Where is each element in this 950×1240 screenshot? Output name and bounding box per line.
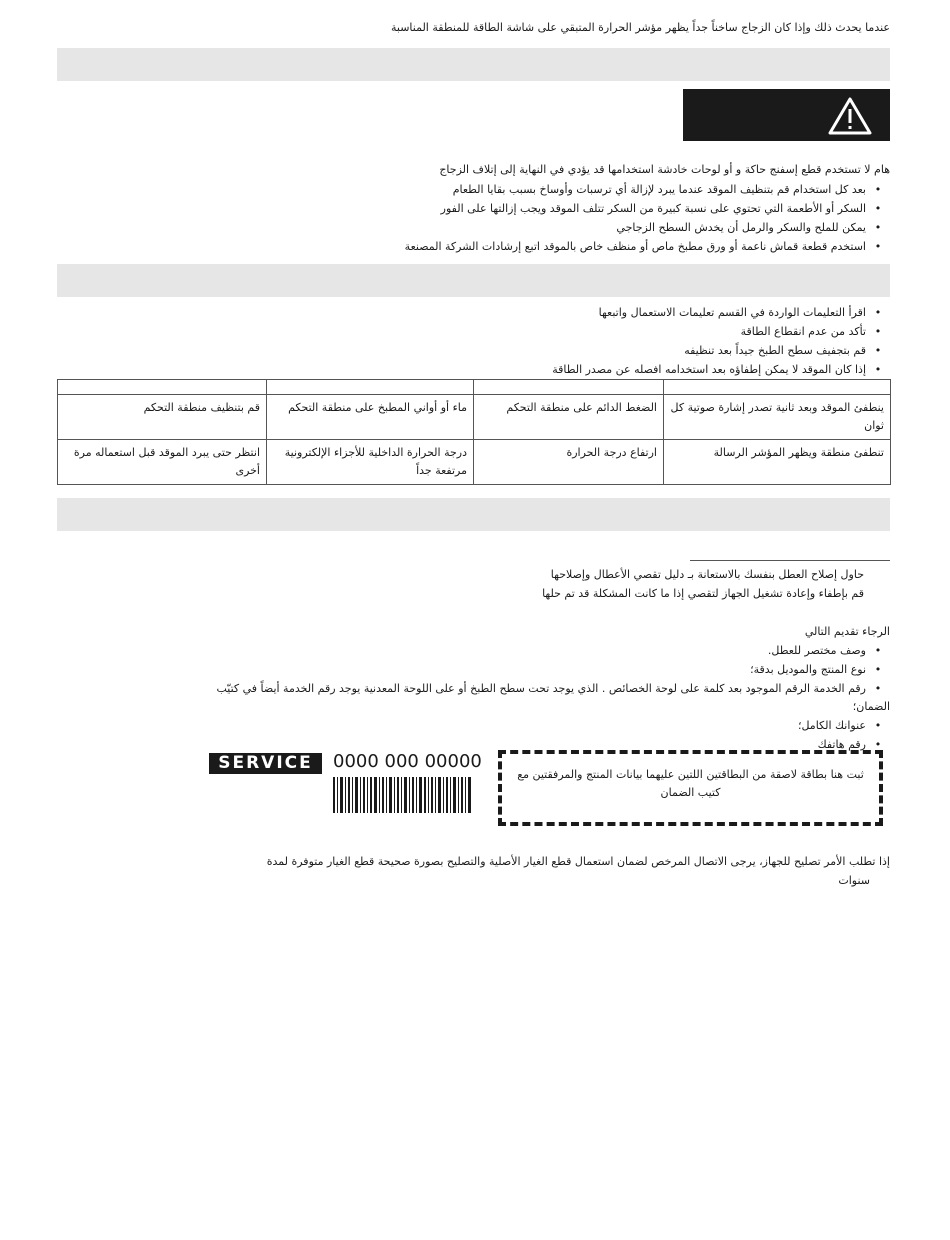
warning-box (683, 89, 890, 141)
troubleshooting-table (57, 379, 891, 485)
solution-cell: قم بتنظيف منطقة التحكم (58, 395, 267, 440)
section-header-band (57, 264, 890, 297)
problem-cell: تنطفئ منطقة ويظهر المؤشر الرسالة (664, 440, 891, 485)
provide-item: •وصف مختصر للعطل. (767, 644, 882, 657)
solution-cell: انتظر حتى يبرد الموقد قبل استعماله مرة أخرى (58, 440, 267, 485)
contact-item: •رقم هاتفك (817, 738, 882, 751)
sticker-text: ثبت هنا بطاقة لاصقة من البطاقتين اللتين عليهما بيانات المنتج والمرفقتين مع كتيب الضمان (517, 768, 864, 799)
troubleshoot-step: •اقرأ التعليمات الواردة في القسم تعليمات الاستعمال واتبعها (598, 306, 882, 319)
care-item: •استخدم قطعة قماش ناعمة أو ورق مطبخ ماص أو منظف خاص بالموقد اتبع إرشادات الشركة المصنعة (404, 240, 882, 253)
care-item: •بعد كل استخدام قم بتنظيف الموقد عندما يبرد لإزالة أي ترسبات وأوساخ بسبب بقايا الطعام (452, 183, 882, 196)
guarantee-text: الضمان؛ (852, 700, 890, 713)
sticker-area (498, 750, 883, 826)
table-row (58, 395, 891, 440)
cause-cell: ماء أو أواني المطبخ على منطقة التحكم (267, 395, 474, 440)
barcode-icon (333, 777, 471, 813)
provide-item: •نوع المنتج والموديل بدقة؛ (750, 663, 882, 676)
table-row (58, 440, 891, 485)
care-item: •السكر أو الأطعمة التي تحتوي على نسبة كبيرة من السكر تتلف الموقد ويجب إزالتها على الفور (440, 202, 882, 215)
top-note: عندما يحدث ذلك وإذا كان الزجاج ساخناً جداً يظهر مؤشر الحرارة المتبقي على شاشة الطاقة للمنطقة المناسبة (390, 21, 890, 34)
section-header-band (57, 48, 890, 81)
problem-cell: ينطفئ الموقد وبعد ثانية تصدر إشارة صوتية كل ثوان (664, 395, 891, 440)
troubleshoot-step: •إذا كان الموقد لا يمكن إطفاؤه بعد استخدامه افصله عن مصدر الطاقة (552, 363, 882, 376)
care-item: •يمكن للملح والسكر والرمل أن يخدش السطح الزجاجي (616, 221, 882, 234)
table-header-row (58, 380, 891, 395)
divider (690, 560, 890, 561)
footer-text: إذا تطلب الأمر تصليح للجهاز، يرجى الاتصال المرخص لضمان استعمال قطع الغيار الأصلية والتصليح بصورة صحيحة قطع الغيار متوفرة لمدة (266, 855, 890, 868)
important-note: هام لا تستخدم قطع إسفنج حاكة و أو لوحات خادشة استخدامها قد يؤدي في النهاية إلى إتلاف الزجاج (439, 163, 890, 176)
service-number: 0000 000 00000 (333, 751, 482, 772)
restart-text: قم بإطفاء وإعادة تشغيل الجهاز لتقصي إذا ما كانت المشكلة قد تم حلها (542, 587, 864, 600)
troubleshoot-step: •قم بتجفيف سطح الطبخ جيداً بعد تنظيفه (684, 344, 882, 357)
contact-item: •عنوانك الكامل؛ (797, 719, 882, 732)
warning-triangle-icon (828, 97, 872, 135)
service-label: SERVICE (209, 753, 322, 774)
please-provide-heading: الرجاء تقديم التالي (804, 625, 890, 638)
cause-cell: الضغط الدائم على منطقة التحكم (474, 395, 664, 440)
provide-item: •رقم الخدمة الرقم الموجود بعد كلمة على لوحة الخصائص . الذي يوجد تحت سطح الطبخ أو على اللوحة المعدنية يوجد رقم الخدمة أيضاً في كتيّب (216, 682, 882, 695)
footer-years: سنوات (838, 874, 870, 887)
troubleshoot-step: •تأكد من عدم انقطاع الطاقة (740, 325, 882, 338)
cause-cell: درجة الحرارة الداخلية للأجزاء الإلكترونية مرتفعة جداً (267, 440, 474, 485)
section-header-band (57, 498, 890, 531)
try-fix-text: حاول إصلاح العطل بنفسك بالاستعانة بـ دليل تقصي الأعطال وإصلاحها (550, 568, 864, 581)
cause-cell: ارتفاع درجة الحرارة (474, 440, 664, 485)
